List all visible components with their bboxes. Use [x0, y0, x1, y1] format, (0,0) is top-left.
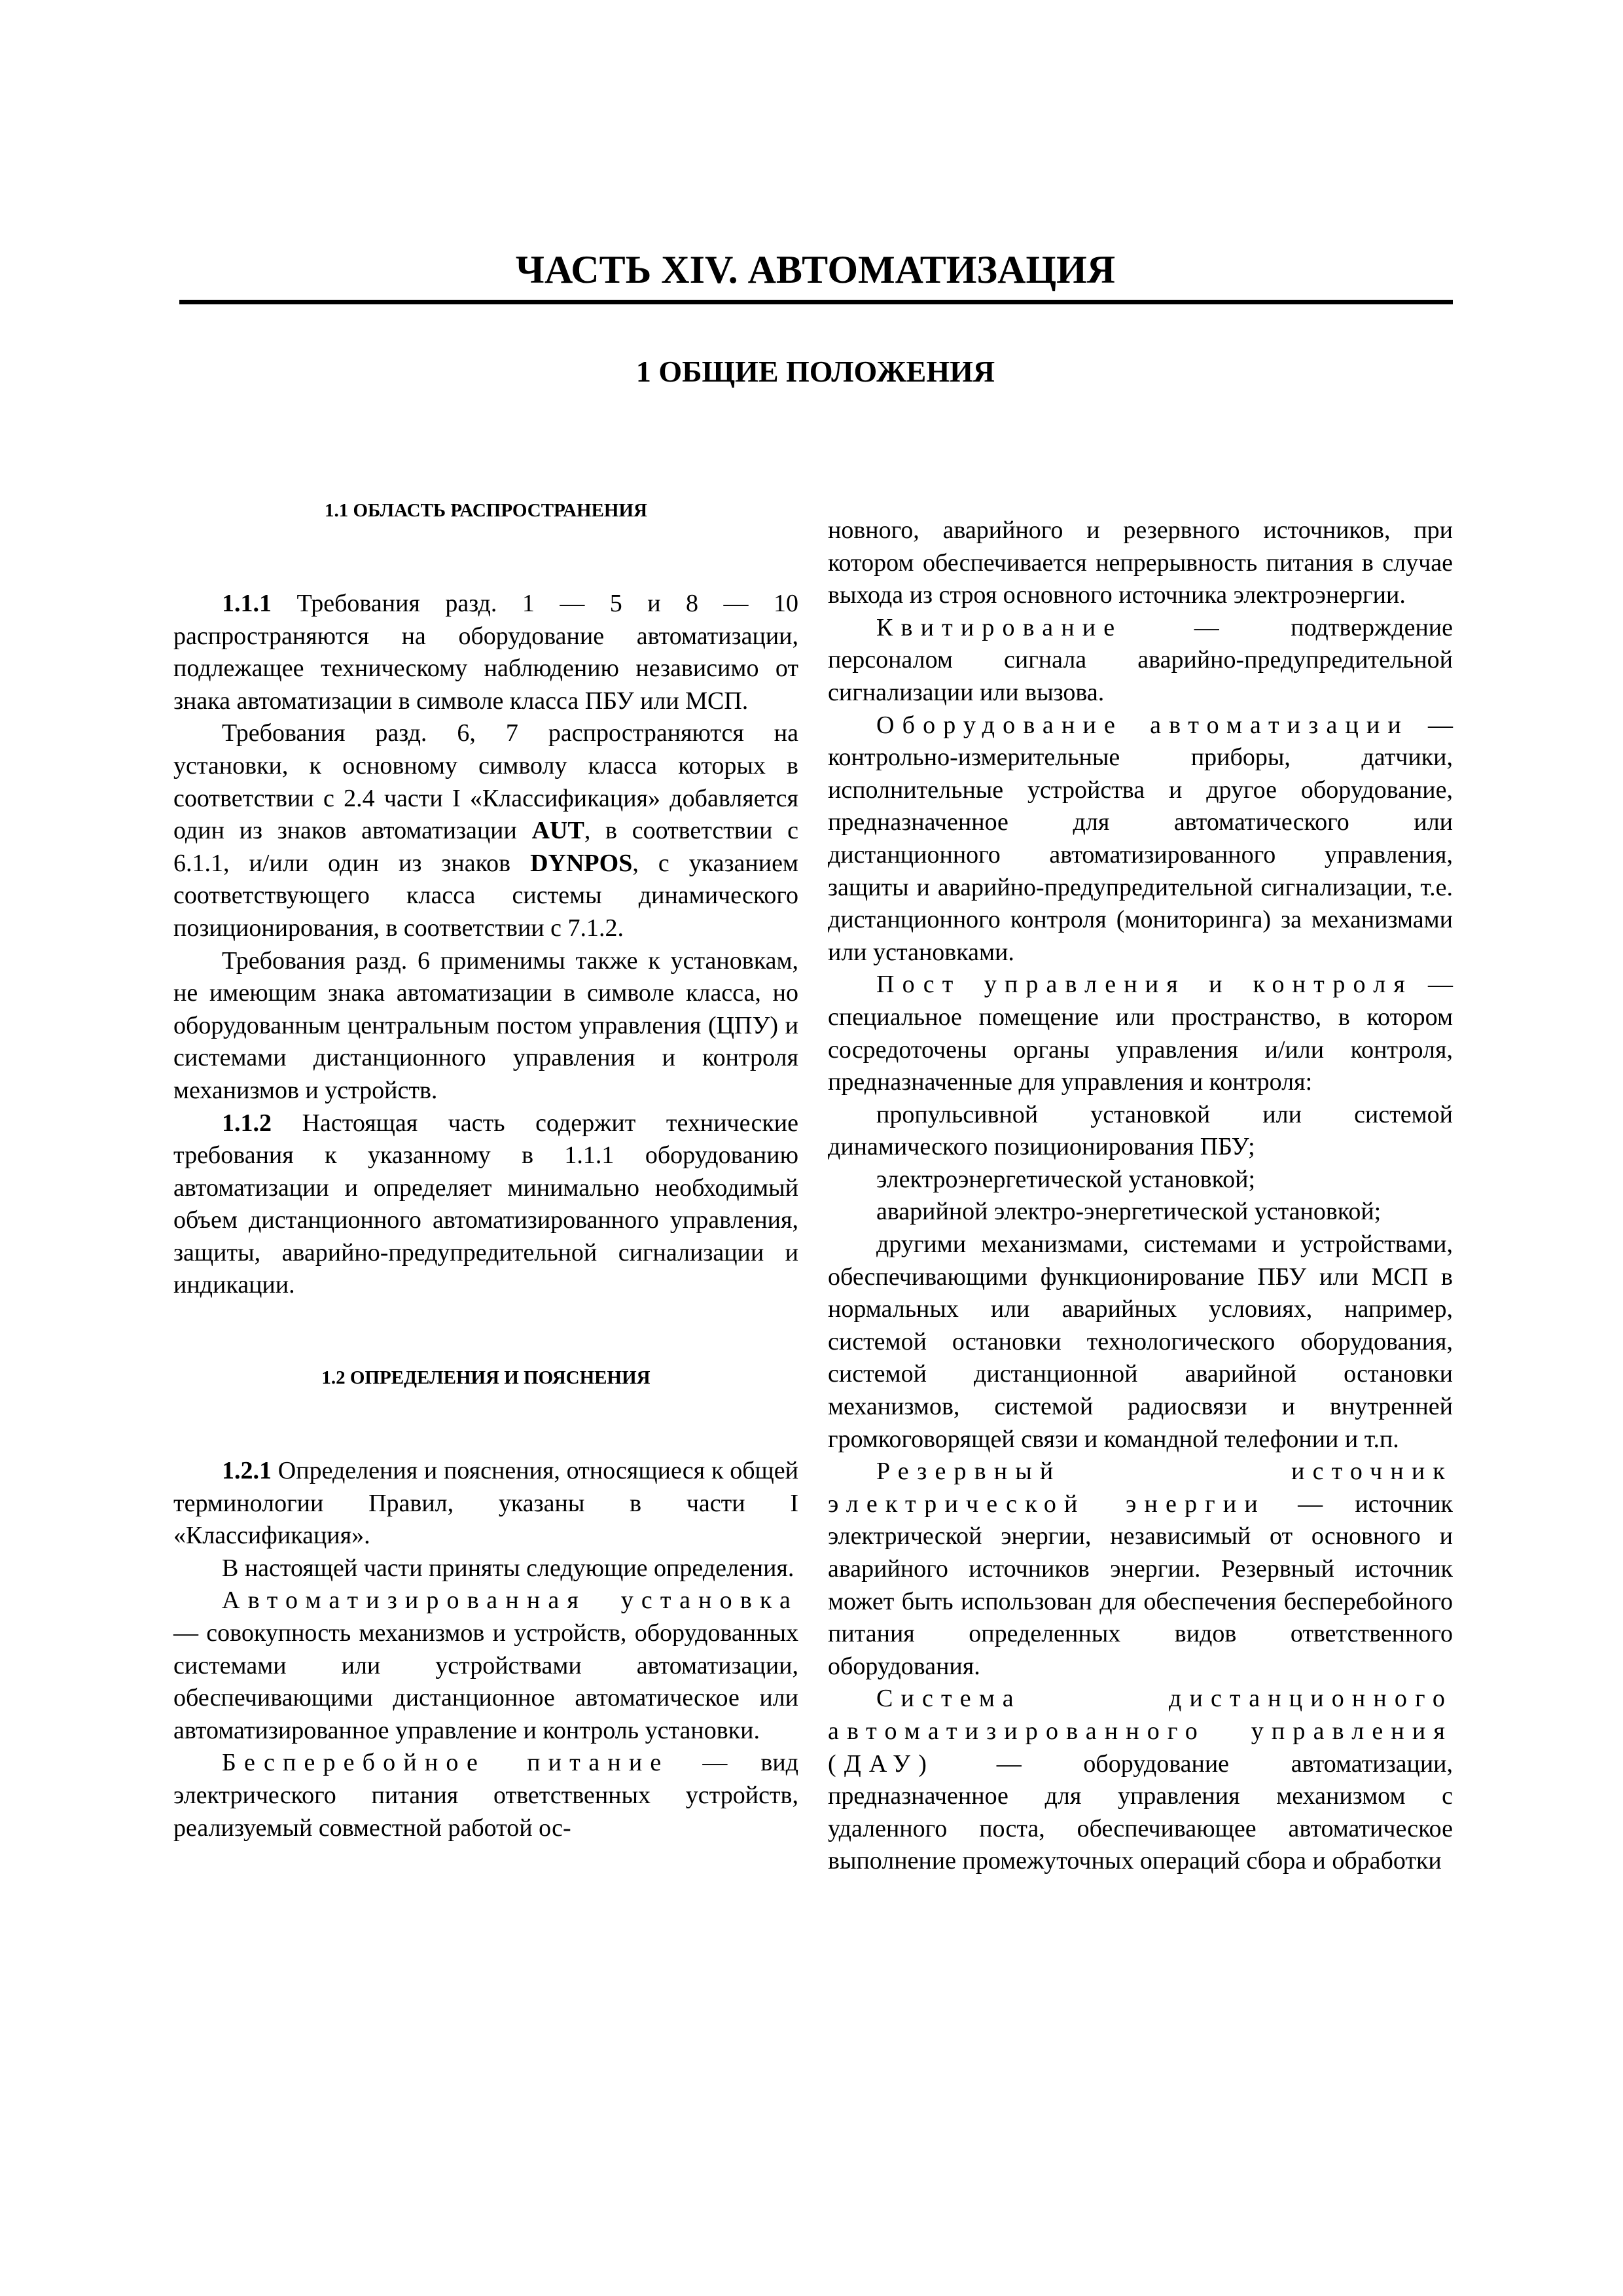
definition-automated-installation	[173, 1585, 798, 1747]
definition-text: — источник электрической энергии, независимый от основного и аварийного источников энергии. Резервный источник может быть использован для обеспечения бесперебойного питания определенных видов ответственного оборудования.	[828, 1490, 1454, 1680]
definition-term: Квитирование	[876, 613, 1123, 641]
section-title-1-1: 1.1 ОБЛАСТЬ РАСПРОСТРАНЕНИЯ	[325, 500, 647, 521]
definition-uninterruptible-power	[173, 1747, 798, 1844]
clause-number: 1.1.2	[222, 1109, 272, 1137]
definition-text: — вид электрического питания ответственных устройств, реализуемый совместной работой ос-	[173, 1749, 798, 1842]
chapter-title: 1 ОБЩИЕ ПОЛОЖЕНИЯ	[635, 355, 995, 388]
paragraph-1-1-2	[173, 1107, 798, 1302]
list-item: аварийной электро-энергетической установкой;	[876, 1198, 1382, 1226]
clause-number: 1.2.1	[222, 1457, 272, 1485]
list-item: электроэнергетической установкой;	[876, 1165, 1256, 1193]
paragraph-continuation: новного, аварийного и резервного источников, при котором обеспечивается непрерывность питания в случае выхода из строя основного источника электроэнергии.	[828, 516, 1453, 609]
clause-number: 1.1.1	[222, 590, 272, 617]
definition-term: Оборудование автоматизации	[876, 711, 1409, 739]
definition-term: Пост управления и контроля	[876, 971, 1413, 999]
definition-term: Бесперебойное питание	[222, 1749, 669, 1777]
definition-term: Автоматизированная установка	[222, 1587, 798, 1615]
left-column	[173, 497, 798, 1844]
clause-text: Требования разд. 1 — 5 и 8 — 10 распространяются на оборудование автоматизации, подлежащее техническому наблюдению независимо от знака автоматизации в символе класса ПБУ или МСП.	[173, 590, 798, 715]
paragraph-1-1-1	[173, 588, 798, 717]
right-column	[828, 514, 1453, 1878]
paragraph-1-2-1	[173, 1455, 798, 1552]
definition-term: Система дистанционного автоматизированного управления (ДАУ)	[828, 1685, 1453, 1778]
clause-text: Определения и пояснения, относящиеся к общей терминологии Правил, указаны в части I «Классификация».	[173, 1457, 798, 1550]
definition-text: — совокупность механизмов и устройств, оборудованных системами или устройствами автоматизации, обеспечивающими дистанционное автоматическое или автоматизированное управление и контроль установки.	[173, 1619, 798, 1744]
section-title-1-2: 1.2 ОПРЕДЕЛЕНИЯ И ПОЯСНЕНИЯ	[321, 1367, 651, 1389]
definition-text: — специальное помещение или пространство, в котором сосредоточены органы управления и/или контроля, предназначенные для управления и контроля:	[828, 971, 1454, 1096]
paragraph-definitions-intro: В настоящей части приняты следующие определения.	[222, 1554, 794, 1582]
part-title: ЧАСТЬ XIV. АВТОМАТИЗАЦИЯ	[515, 248, 1116, 291]
definition-text: — контрольно-измерительные приборы, датчики, исполнительные устройства и другое оборудование, предназначенное для автоматического или дистанционного автоматизированного управления, защиты и аварийно-предупредительной сигнализации, т.е. дистанционного контроля (мониторинга) за механизмами или установками.	[828, 711, 1453, 966]
paragraph-sections-6-7	[173, 717, 798, 944]
definition-control-station	[828, 969, 1453, 1098]
title-rule	[179, 300, 1453, 304]
definition-text: — оборудование автоматизации, предназначенное для управления механизмом с удаленного поста, обеспечивающее автоматическое выполнение промежуточных операций сбора и обработки	[828, 1749, 1453, 1875]
definition-automation-equipment	[828, 709, 1453, 969]
list-item: другими механизмами, системами и устройствами, обеспечивающими функционирование ПБУ или МСП в нормальных или аварийных условиях, например, системой остановки технологического оборудования, системой дистанционной аварийной остановки механизмов, системой радиосвязи и внутренней громкоговорящей связи и командной телефонии и т.п.	[828, 1230, 1453, 1453]
definition-acknowledgement	[828, 612, 1453, 709]
definition-remote-control-system	[828, 1683, 1453, 1878]
definition-reserve-source	[828, 1456, 1453, 1683]
definition-term: Резервный источник электрической энергии	[828, 1458, 1453, 1518]
text-run: , в соответствии с 6.1.1, и/или один из знаков	[173, 817, 798, 877]
paragraph-section-6: Требования разд. 6 применимы также к установкам, не имеющим знака автоматизации в символе класса, но оборудованным центральным постом управления (ЦПУ) и системами дистанционного управления и контроля механизмов и устройств.	[173, 946, 798, 1104]
clause-text: Настоящая часть содержит технические требования к указанному в 1.1.1 оборудованию автоматизации и определяет минимально необходимый объем дистанционного автоматизированного управления, защиты, аварийно-предупредительной сигнализации и индикации.	[173, 1109, 798, 1299]
control-station-list	[828, 1099, 1453, 1456]
list-item: пропульсивной установкой или системой динамического позиционирования ПБУ;	[828, 1100, 1453, 1161]
text-run: Требования разд. 6, 7 распространяются на установки, к основному символу класса которых в соответствии с 2.4 части I «Классификация» добавляется один из знаков автоматизации	[173, 719, 798, 845]
text-run: , с указанием соответствующего класса системы динамического позиционирования, в соответствии с 7.1.2.	[173, 849, 798, 942]
dynpos-mark: DYNPOS	[530, 849, 633, 877]
aut-mark: AUT	[531, 817, 584, 845]
definition-text: — подтверждение персоналом сигнала аварийно-предупредительной сигнализации или вызова.	[828, 613, 1453, 706]
